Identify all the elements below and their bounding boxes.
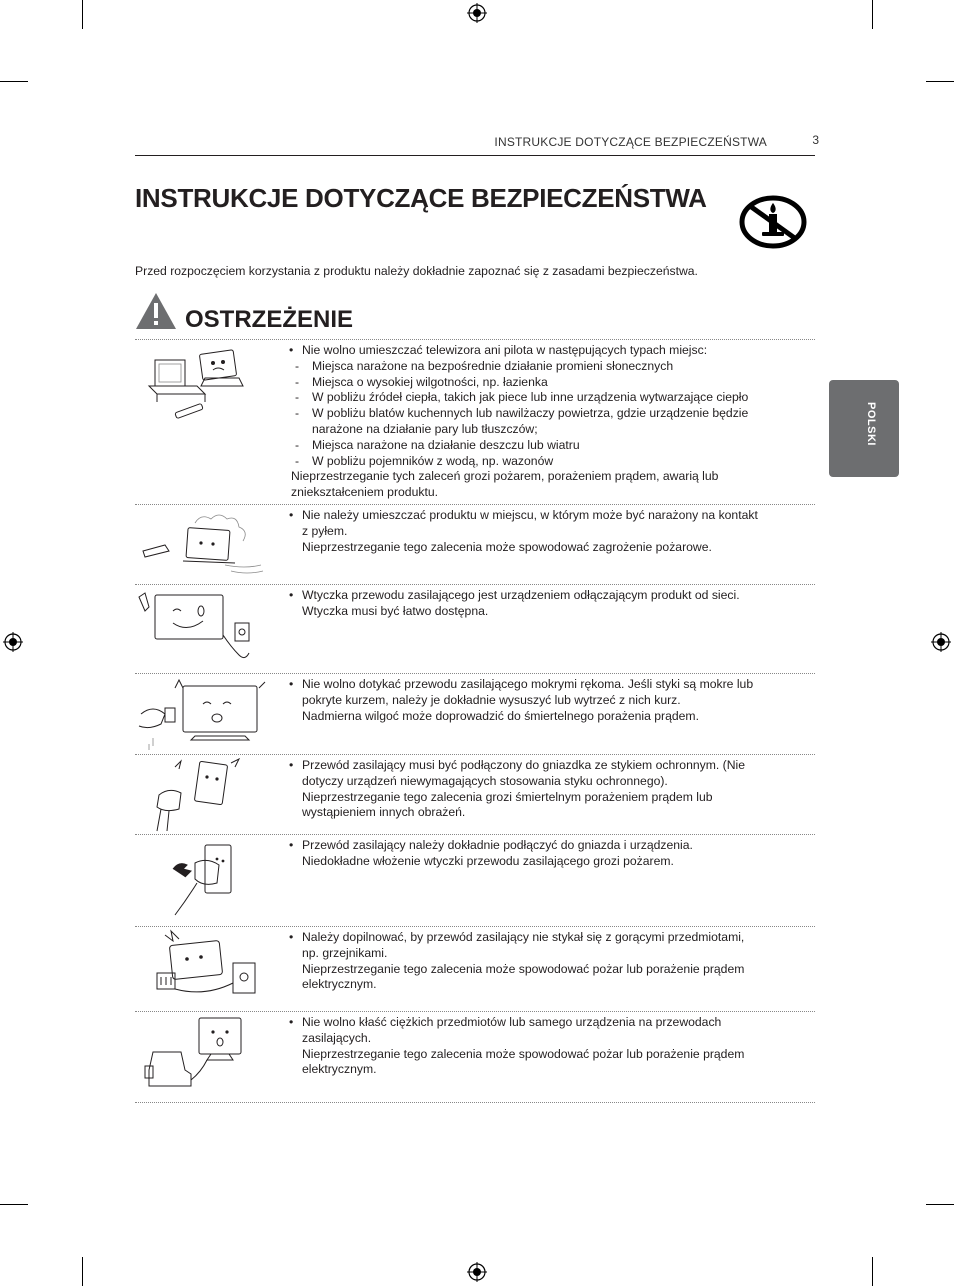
continuation-text: Nieprzestrzeganie tego zalecenia może spowodować zagrożenie pożarowe. xyxy=(302,539,712,554)
hot-heater-cord-icon xyxy=(135,927,270,1007)
bullet-text: • Przewód zasilający musi być podłączony do gniazdka ze stykiem ochronnym. (Nie xyxy=(287,758,807,774)
continuation-text: np. grzejnikami. xyxy=(302,945,388,960)
registration-mark-icon xyxy=(3,632,23,652)
warning-item xyxy=(135,1011,815,1103)
continuation-text: Nieprzestrzeganie tego zalecenia grozi śmiertelnym porażeniem prądem lub xyxy=(302,789,713,804)
language-tab xyxy=(829,380,899,477)
no-candle-icon xyxy=(738,194,808,250)
continuation-text: zasilających. xyxy=(302,1030,372,1045)
page-title: INSTRUKCJE DOTYCZĄCE BEZPIECZEŃSTWA xyxy=(135,183,707,213)
warning-text xyxy=(287,758,807,821)
continuation-text: Wtyczka musi być łatwo dostępna. xyxy=(302,603,489,618)
continuation-text: elektrycznym. xyxy=(302,977,377,992)
language-tab-label: POLSKI xyxy=(865,402,877,446)
warning-text xyxy=(287,343,807,501)
crop-mark xyxy=(82,0,83,29)
warning-text xyxy=(287,838,807,870)
crop-mark xyxy=(0,1204,28,1205)
warning-item xyxy=(135,834,815,926)
warning-item xyxy=(135,339,815,503)
list-item: - Miejsca narażone na bezpośrednie działanie promieni słonecznych xyxy=(287,359,807,375)
continuation-text: elektrycznym. xyxy=(302,1062,377,1077)
warning-text xyxy=(287,930,807,993)
tv-and-remote-placement-icon xyxy=(135,346,270,426)
bullet-text: • Wtyczka przewodu zasilającego jest urządzeniem odłączającym produkt od sieci. xyxy=(287,588,807,604)
crop-mark xyxy=(0,81,28,82)
continuation-text: Niedokładne włożenie wtyczki przewodu zasilającego grozi pożarem. xyxy=(302,853,674,868)
intro-text: Przed rozpoczęciem korzystania z produktu należy dokładnie zapoznać się z zasadami bezpieczeństwa. xyxy=(135,264,698,278)
warning-triangle-icon xyxy=(135,292,177,330)
continuation-text: Nieprzestrzeganie tego zalecenia może spowodować pożar lub porażenie prądem xyxy=(302,961,745,976)
bullet-text: • Nie wolno dotykać przewodu zasilającego mokrymi rękoma. Jeśli styki są mokre lub xyxy=(287,677,807,693)
crop-mark xyxy=(872,1257,873,1286)
registration-mark-icon xyxy=(931,632,951,652)
list-item: - W pobliżu blatów kuchennych lub nawilżaczy powietrza, gdzie urządzenie będzie xyxy=(287,406,807,422)
registration-mark-icon xyxy=(467,3,487,23)
warning-text xyxy=(287,1015,807,1078)
bullet-text: • Nie wolno kłaść ciężkich przedmiotów lub samego urządzenia na przewodach xyxy=(287,1015,807,1031)
crop-mark xyxy=(926,81,954,82)
bullet-text: • Przewód zasilający należy dokładnie podłączyć do gniazda i urządzenia. xyxy=(287,838,807,854)
warning-item xyxy=(135,754,815,835)
registration-mark-icon xyxy=(467,1262,487,1282)
running-header-title: INSTRUKCJE DOTYCZĄCE BEZPIECZEŃSTWA xyxy=(494,135,767,149)
crop-mark xyxy=(926,1204,954,1205)
warning-heading: OSTRZEŻENIE xyxy=(185,306,354,333)
continuation-text: Nieprzestrzeganie tego zalecenia może spowodować pożar lub porażenie prądem xyxy=(302,1046,745,1061)
continuation-text: pokryte kurzem, należy je dokładnie wysuszyć lub wytrzeć z nich kurz. xyxy=(302,692,681,707)
warning-text xyxy=(287,508,807,555)
bullet-text: • Nie wolno umieszczać telewizora ani pilota w następujących typach miejsc: xyxy=(287,343,807,359)
running-header xyxy=(135,133,819,156)
wet-hands-plug-icon xyxy=(135,674,270,754)
plug-insertion-icon xyxy=(135,839,270,919)
page-number: 3 xyxy=(812,133,819,147)
heavy-object-on-cord-icon xyxy=(135,1014,270,1094)
warning-item xyxy=(135,504,815,585)
warning-text xyxy=(287,588,807,620)
continuation-text: dotyczy urządzeń niewymagających stosowania styku ochronnego). xyxy=(302,773,668,788)
continuation-text: Nadmierna wilgoć może doprowadzić do śmiertelnego porażenia prądem. xyxy=(302,708,699,723)
list-item: - W pobliżu źródeł ciepła, takich jak piece lub inne urządzenia wytwarzające ciepło xyxy=(287,390,807,406)
bullet-text: • Należy dopilnować, by przewód zasilający nie stykał się z gorącymi przedmiotami, xyxy=(287,930,807,946)
note-text: zniekształceniem produktu. xyxy=(291,485,438,500)
grounded-socket-icon xyxy=(135,755,270,835)
continuation-text: wystąpieniem innych obrażeń. xyxy=(302,805,466,820)
list-item: - W pobliżu pojemników z wodą, np. wazonów xyxy=(287,454,807,470)
crop-mark xyxy=(82,1257,83,1286)
list-item: - Miejsca narażone na działanie deszczu lub wiatru xyxy=(287,438,807,454)
list-item-continued: narażone na działanie pary lub tłuszczów; xyxy=(312,421,538,436)
warning-item xyxy=(135,673,815,754)
bullet-text: • Nie należy umieszczać produktu w miejscu, w którym może być narażony na kontakt xyxy=(287,508,807,524)
warning-text xyxy=(287,677,807,724)
power-plug-disconnect-icon xyxy=(135,591,270,671)
dusty-tv-icon xyxy=(135,505,270,585)
continuation-text: z pyłem. xyxy=(302,523,348,538)
warning-item xyxy=(135,584,815,673)
crop-mark xyxy=(872,0,873,29)
warning-item xyxy=(135,926,815,1012)
note-text: Nieprzestrzeganie tych zaleceń grozi pożarem, porażeniem prądem, awarią lub xyxy=(291,469,719,484)
list-item: - Miejsca o wysokiej wilgotności, np. łazienka xyxy=(287,375,807,391)
